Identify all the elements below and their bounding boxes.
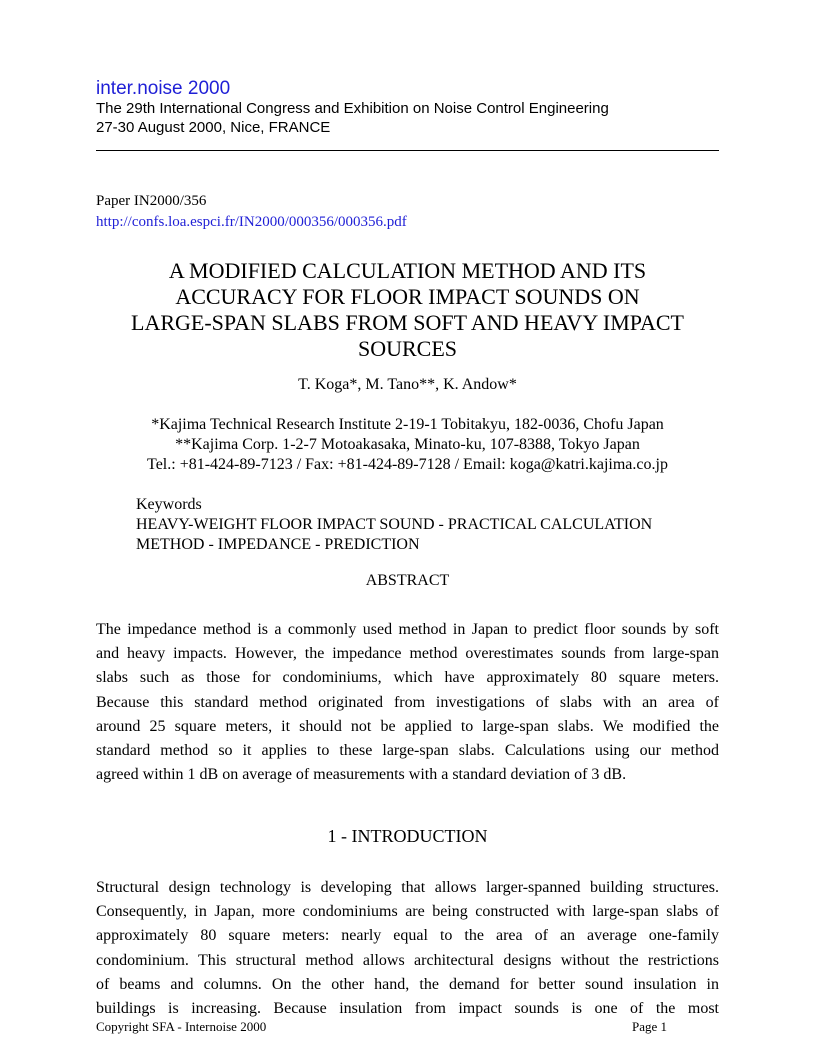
conference-dates-location: 27-30 August 2000, Nice, FRANCE xyxy=(96,119,331,136)
abstract-body xyxy=(96,618,719,787)
footer-copyright: Copyright SFA - Internoise 2000 xyxy=(96,1019,267,1034)
introduction-line: buildings is increasing. Because insulation from impact sounds is one of the most xyxy=(96,1000,719,1018)
introduction-heading: 1 - INTRODUCTION xyxy=(327,826,488,846)
affiliation-line: *Kajima Technical Research Institute 2-19-1 Tobitakyu, 182-0036, Chofu Japan xyxy=(151,416,664,433)
title-line: SOURCES xyxy=(357,336,458,361)
introduction-line: condominium. This structural method allows architectural designs without the restrictions xyxy=(96,951,719,969)
paper-url-link[interactable]: http://confs.loa.espci.fr/IN2000/000356/000356.pdf xyxy=(96,214,407,230)
authors: T. Koga*, M. Tano**, K. Andow* xyxy=(298,376,517,393)
abstract-line: and heavy impacts. However, the impedance method overestimates sounds from large-span xyxy=(96,645,719,663)
conference-name: inter.noise 2000 xyxy=(96,78,231,99)
abstract-line: slabs such as those for condominiums, which have approximately 80 square meters. xyxy=(96,669,719,687)
contact-line: Tel.: +81-424-89-7123 / Fax: +81-424-89-7128 / Email: koga@katri.kajima.co.jp xyxy=(147,456,668,473)
introduction-line: Structural design technology is developing that allows larger-spanned building structures. xyxy=(96,879,719,896)
introduction-body xyxy=(96,876,719,1021)
keywords-label: Keywords xyxy=(136,496,202,513)
paper-id: Paper IN2000/356 xyxy=(96,193,207,209)
abstract-line: standard method so it applies to these large-span slabs. Calculations using our method xyxy=(96,742,719,760)
keywords xyxy=(136,515,652,555)
abstract-line: The impedance method is a commonly used method in Japan to predict floor sounds by soft xyxy=(96,621,719,638)
introduction-line: approximately 80 square meters: nearly equal to the area of an average one-family xyxy=(96,927,719,945)
footer-page-number: Page 1 xyxy=(632,1019,668,1034)
introduction-line: Consequently, in Japan, more condominiums are being constructed with large-span slabs of xyxy=(96,903,719,921)
header-divider xyxy=(96,150,719,151)
introduction-line: of beams and columns. On the other hand, the demand for better sound insulation in xyxy=(96,975,719,993)
title-line: LARGE-SPAN SLABS FROM SOFT AND HEAVY IMPACT xyxy=(131,310,684,335)
affiliations xyxy=(96,415,719,475)
keywords-line: METHOD - IMPEDANCE - PREDICTION xyxy=(136,536,420,553)
abstract-line: Because this standard method originated from investigations of slabs with an area of xyxy=(96,693,719,711)
conference-full-name: The 29th International Congress and Exhibition on Noise Control Engineering xyxy=(96,100,609,117)
abstract-line: agreed within 1 dB on average of measurements with a standard deviation of 3 dB. xyxy=(96,766,627,784)
title-line: ACCURACY FOR FLOOR IMPACT SOUNDS ON xyxy=(175,284,640,309)
affiliation-line: **Kajima Corp. 1-2-7 Motoakasaka, Minato-ku, 107-8388, Tokyo Japan xyxy=(175,436,640,453)
keywords-line: HEAVY-WEIGHT FLOOR IMPACT SOUND - PRACTICAL CALCULATION xyxy=(136,516,653,533)
abstract-heading: ABSTRACT xyxy=(365,572,450,589)
paper-title xyxy=(96,258,719,362)
abstract-line: around 25 square meters, it should not be applied to large-span slabs. We modified the xyxy=(96,717,719,735)
title-line: A MODIFIED CALCULATION METHOD AND ITS xyxy=(168,258,647,283)
